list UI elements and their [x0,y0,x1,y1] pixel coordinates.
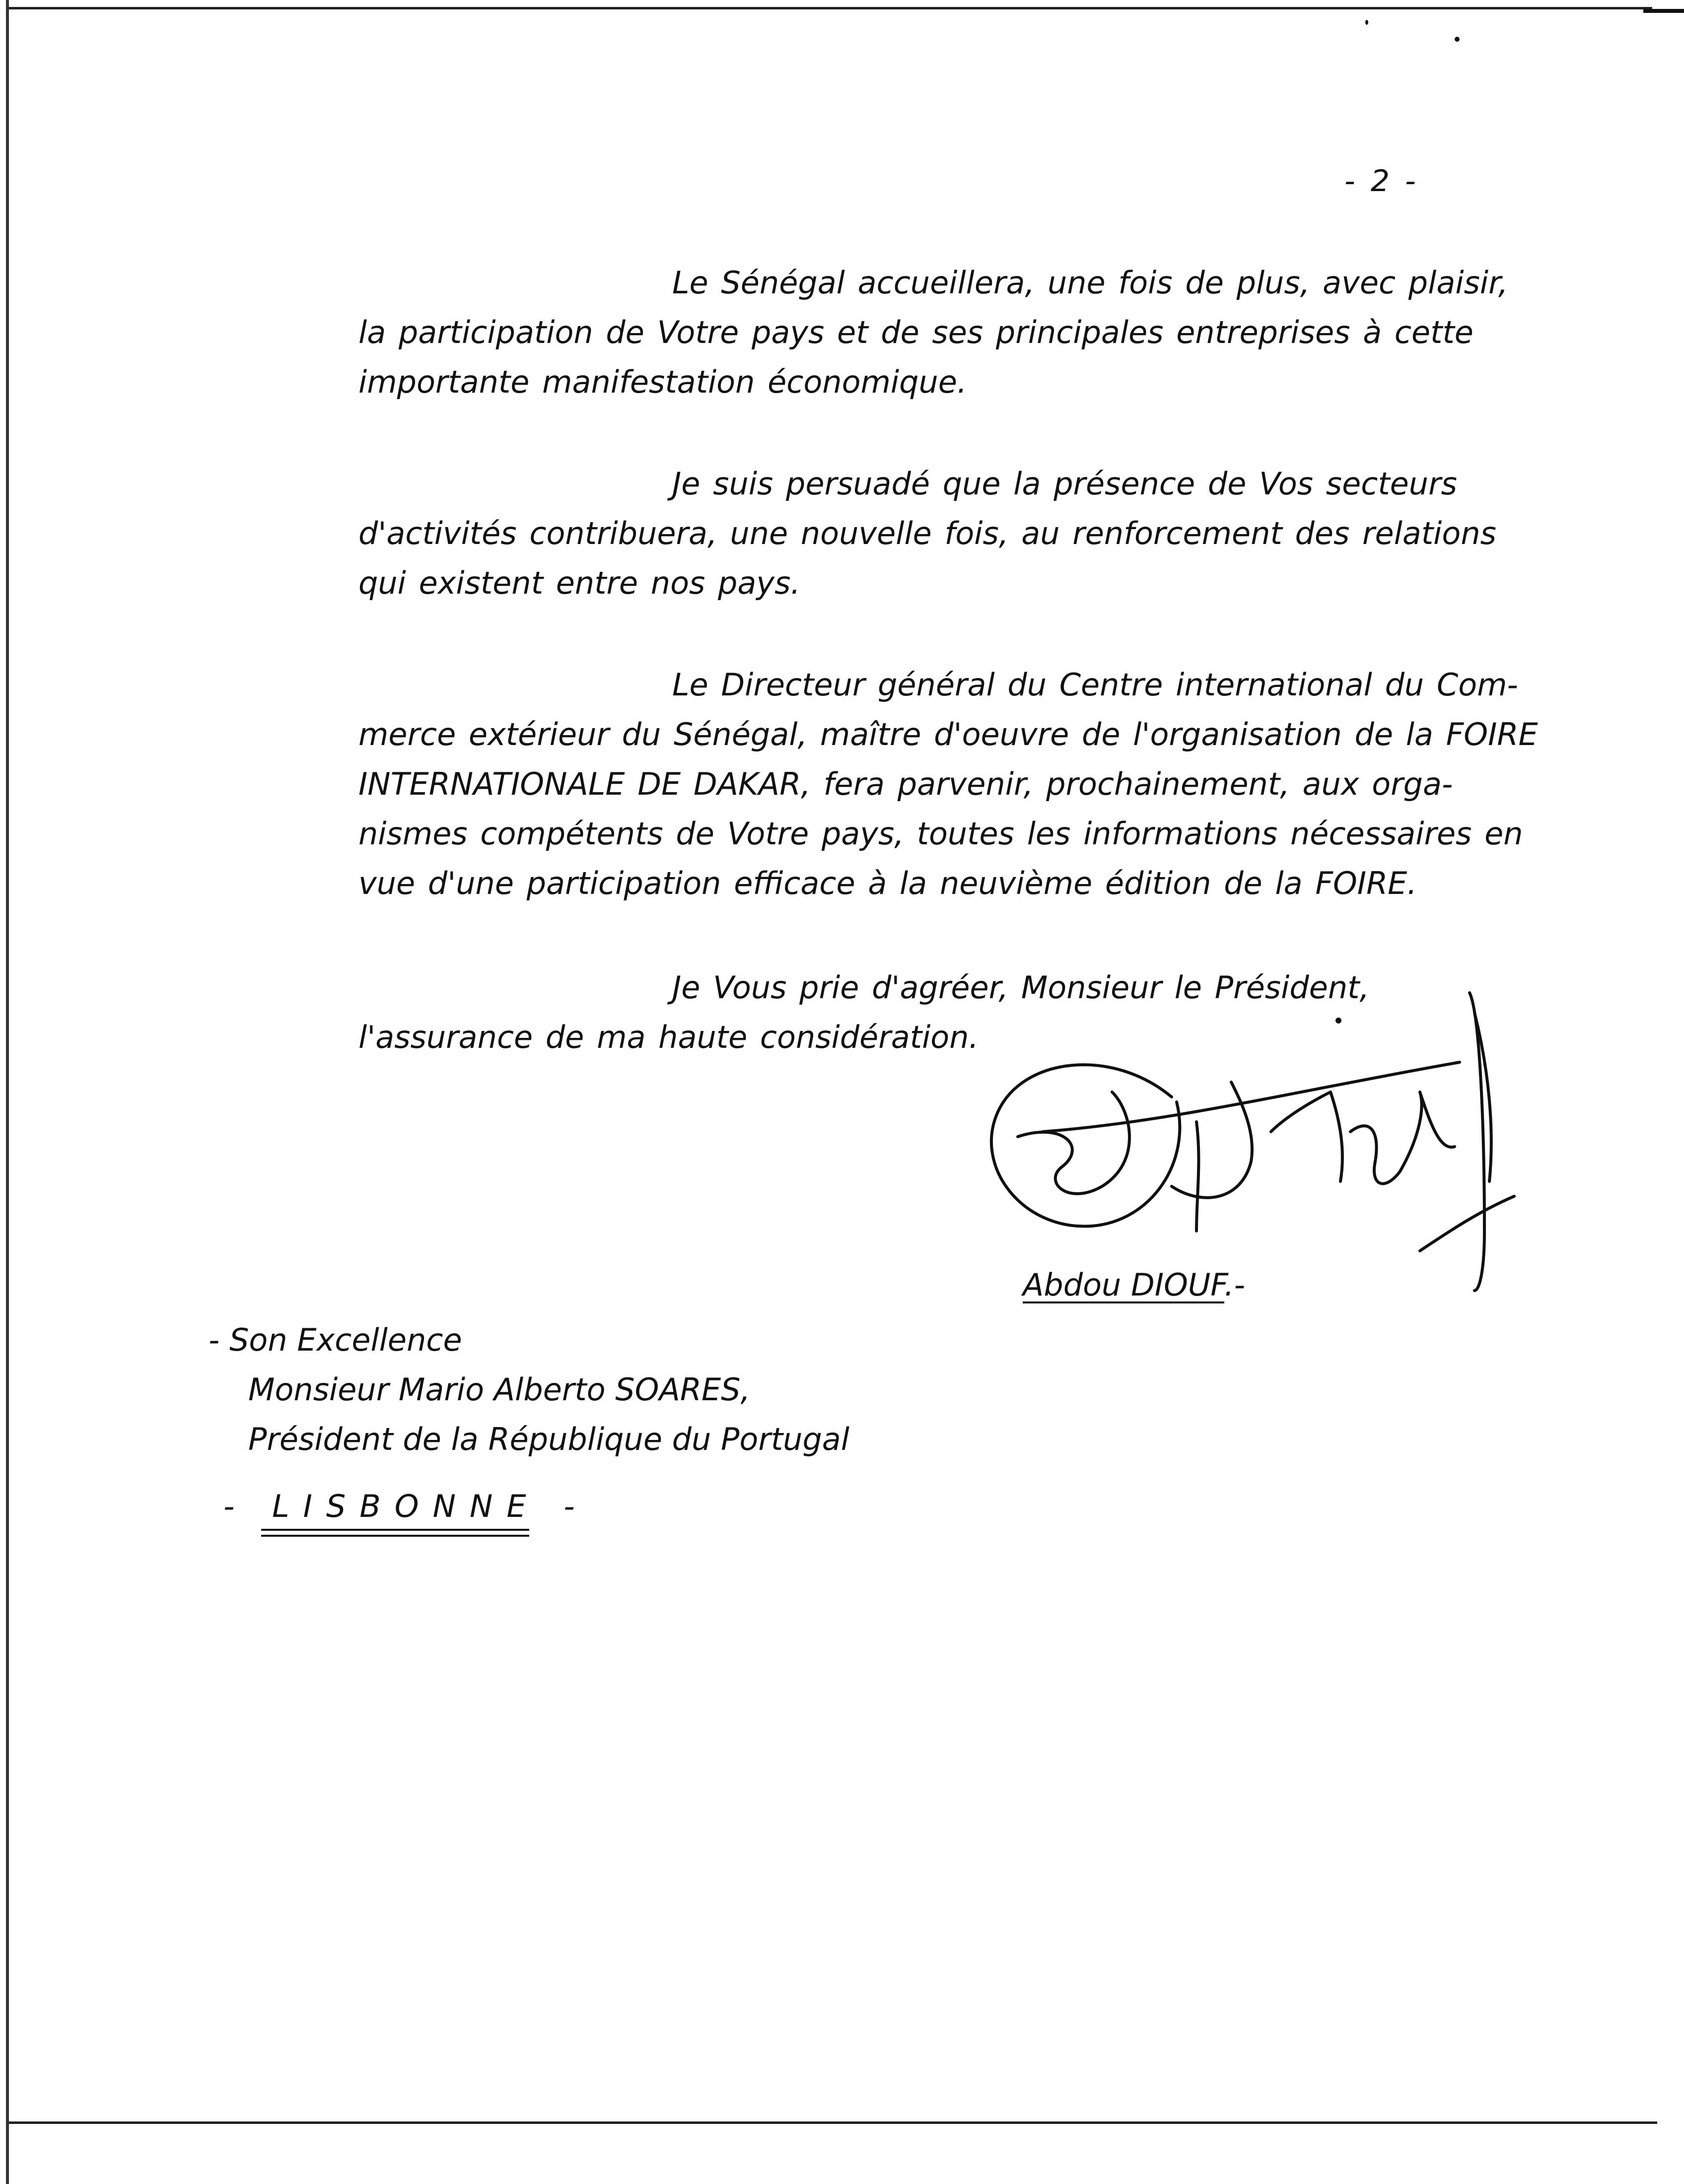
page-edge-left [6,0,9,2184]
city-prefix: - [223,1488,273,1524]
recipient-title: - Son Excellence [209,1322,462,1358]
paragraph-line: Je suis persuadé que la présence de Vos secteurs [672,466,1457,502]
page-edge-bottom [9,2121,1657,2124]
paragraph [358,459,1550,608]
scan-speck [1365,20,1368,25]
page-edge-mark [1643,9,1684,13]
paragraph-line: Le Directeur général du Centre international du Com- [672,667,1518,703]
recipient-city [223,1488,589,1524]
signatory [1023,1267,1245,1303]
paragraph [358,660,1550,908]
recipient-name: Monsieur Mario Alberto SOARES, [248,1371,751,1408]
page-number: - 2 - [1344,164,1419,199]
paragraph-line: INTERNATIONALE DE DAKAR, fera parvenir, prochainement, aux orga- [358,766,1453,802]
signatory-suffix: .- [1224,1267,1246,1303]
paragraph-line: l'assurance de ma haute considération. [358,1019,979,1055]
paragraph-line: Le Sénégal accueillera, une fois de plus, avec plaisir, [672,265,1508,301]
paragraph-line: merce extérieur du Sénégal, maître d'oeuvre de l'organisation de la FOIRE [358,716,1538,752]
paragraph [358,258,1550,407]
paragraph-line: importante manifestation économique. [358,364,967,400]
paragraph-line: nismes compétents de Votre pays, toutes les informations nécessaires en [358,816,1523,852]
city-underline [261,1535,529,1537]
paragraph-line: vue d'une participation efficace à la neuvième édition de la FOIRE. [358,865,1417,901]
signature-image [963,973,1539,1310]
paragraph-line: d'activités contribuera, une nouvelle fois, au renforcement des relations [358,515,1496,551]
page-edge-top [9,7,1652,9]
city-underline [261,1529,529,1531]
paragraph-line: la participation de Votre pays et de ses principales entreprises à cette [358,314,1474,350]
paragraph-line: Je Vous prie d'agréer, Monsieur le Président, [672,969,1370,1006]
scan-speck [1455,37,1460,42]
city-name: LISBONNE [272,1488,540,1524]
signatory-name: Abdou DIOUF [1023,1267,1224,1303]
paragraph-line: qui existent entre nos pays. [358,565,801,601]
recipient-office: Président de la République du Portugal [248,1421,850,1457]
recipient-block [209,1315,849,1464]
city-suffix: - [540,1488,589,1524]
